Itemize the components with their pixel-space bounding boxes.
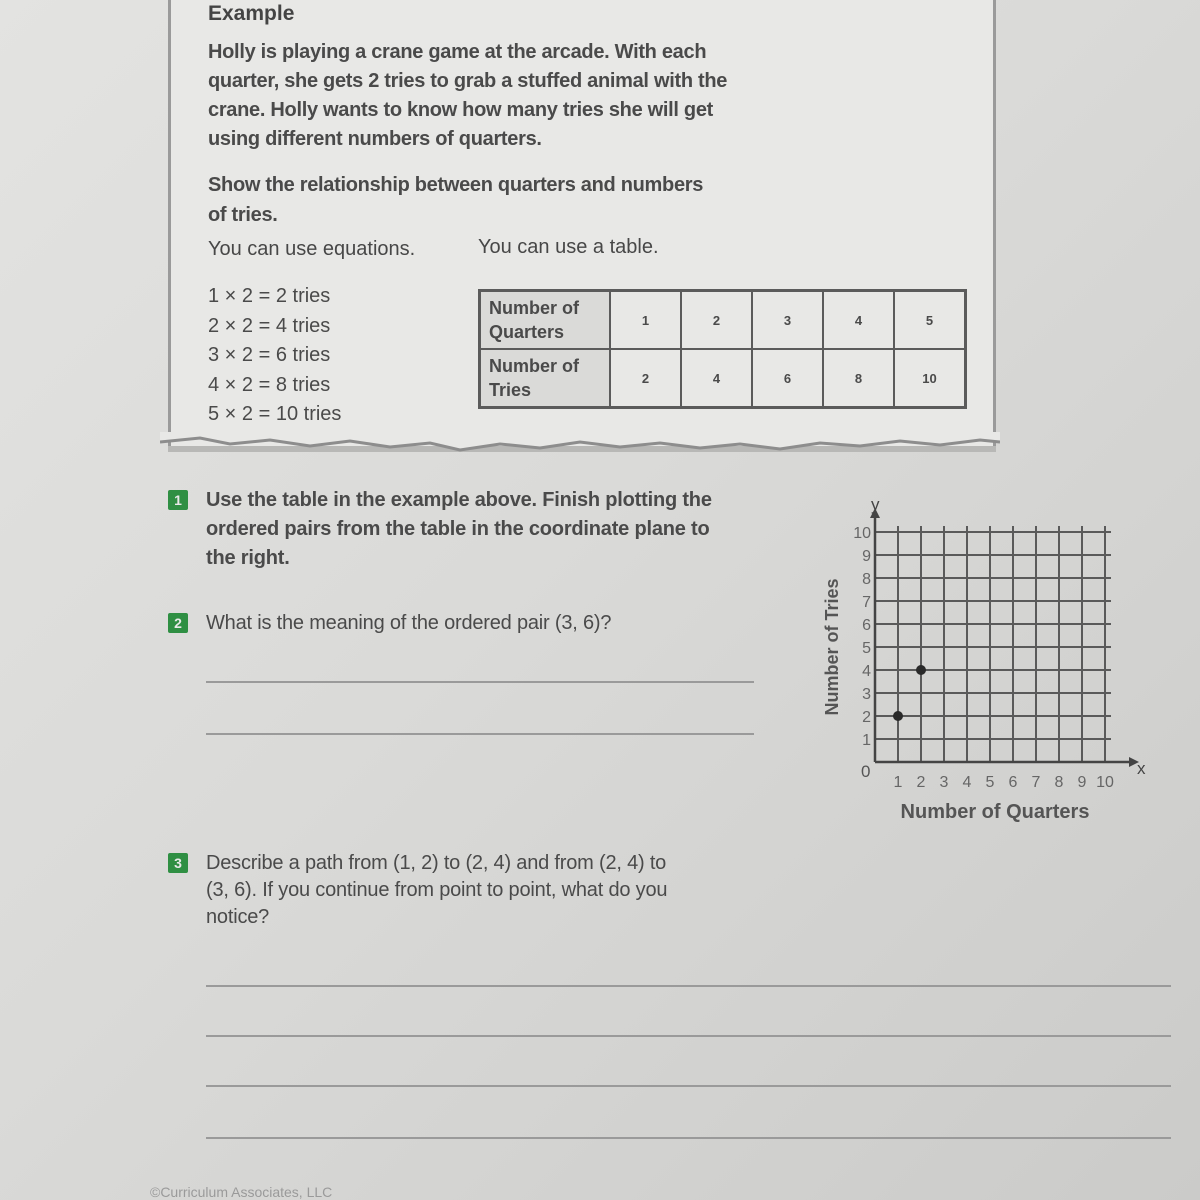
equation: 5 × 2 = 10 tries xyxy=(208,403,342,425)
coordinate-plane[interactable] xyxy=(810,480,1150,830)
x-tick-label: 3 xyxy=(939,774,949,791)
x-axis-letter: x xyxy=(1137,759,1146,778)
table-cell: 4 xyxy=(823,291,894,350)
question-2-text: What is the meaning of the ordered pair (3, 6)? xyxy=(206,612,612,634)
y-tick-label: 1 xyxy=(862,732,871,749)
y-tick-label: 5 xyxy=(862,640,871,657)
x-axis-title: Number of Quarters xyxy=(900,801,1090,823)
question-1-number: 1 xyxy=(168,490,188,510)
y-tick-label: 2 xyxy=(862,709,871,726)
x-tick-label: 4 xyxy=(962,774,972,791)
copyright-footer: ©Curriculum Associates, LLC xyxy=(150,1184,333,1200)
table-cell: 6 xyxy=(752,349,823,408)
example-text: Holly is playing a crane game at the arcade. With each quarter, she gets 2 tries to grab a stuffed animal with the crane. Holly wants to know how many tries she will get using different numbers of quarters. xyxy=(208,41,728,150)
x-tick-label: 9 xyxy=(1077,774,1087,791)
x-tick-label: 1 xyxy=(893,774,903,791)
equations-list xyxy=(208,282,341,430)
y-tick-label: 3 xyxy=(862,686,871,703)
y-tick-label: 8 xyxy=(862,571,871,588)
y-tick-label: 4 xyxy=(862,663,871,680)
equations-label: You can use equations. xyxy=(208,238,416,260)
example-prompt: Show the relationship between quarters and numbers of tries. xyxy=(208,174,704,226)
equation: 3 × 2 = 6 tries xyxy=(208,344,331,366)
x-tick-label: 5 xyxy=(985,774,995,791)
table-row xyxy=(480,349,966,408)
equation: 2 × 2 = 4 tries xyxy=(208,314,331,337)
table-row xyxy=(480,291,966,350)
equation: 1 × 2 = 2 tries xyxy=(208,285,331,307)
table-cell: 4 xyxy=(681,349,752,408)
answer-line[interactable] xyxy=(206,681,754,683)
table-cell: 8 xyxy=(823,349,894,408)
answer-line[interactable] xyxy=(206,1035,1171,1037)
x-tick-label: 7 xyxy=(1031,774,1041,791)
row-header: Number of Quarters xyxy=(480,291,611,350)
table-cell: 2 xyxy=(681,291,752,350)
table-cell: 2 xyxy=(610,349,681,408)
question-3-number: 3 xyxy=(168,853,188,873)
y-tick-label: 7 xyxy=(862,594,871,611)
y-tick-label: 6 xyxy=(862,617,871,634)
data-point xyxy=(893,711,903,721)
equation: 4 × 2 = 8 tries xyxy=(208,373,331,396)
x-tick-label: 8 xyxy=(1054,774,1064,791)
origin-label: 0 xyxy=(861,762,871,781)
table-cell: 10 xyxy=(894,349,966,408)
table-cell: 1 xyxy=(610,291,681,350)
y-axis-title: Number of Tries xyxy=(822,578,842,716)
example-title: Example xyxy=(208,2,295,25)
answer-line[interactable] xyxy=(206,985,1171,987)
y-tick-label: 9 xyxy=(862,548,871,565)
question-3-text: Describe a path from (1, 2) to (2, 4) and from (2, 4) to (3, 6). If you continue from point to point, what do you notice? xyxy=(206,852,668,928)
question-2-number: 2 xyxy=(168,613,188,633)
table-cell: 3 xyxy=(752,291,823,350)
x-tick-label: 2 xyxy=(916,774,926,791)
y-tick-label: 10 xyxy=(853,525,871,542)
data-point xyxy=(916,665,926,675)
table-cell: 5 xyxy=(894,291,966,350)
question-1-text: Use the table in the example above. Finish plotting the ordered pairs from the table in the coordinate plane to the right. xyxy=(206,489,712,569)
x-tick-label: 6 xyxy=(1008,774,1018,791)
answer-line[interactable] xyxy=(206,1137,1171,1139)
row-header: Number of Tries xyxy=(480,349,611,408)
x-tick-label: 10 xyxy=(1096,774,1114,791)
answer-line[interactable] xyxy=(206,1085,1171,1087)
table-label: You can use a table. xyxy=(478,236,659,258)
y-axis-letter: y xyxy=(871,495,880,514)
torn-edge xyxy=(160,432,1000,464)
answer-line[interactable] xyxy=(206,733,754,735)
quarters-tries-table xyxy=(478,289,967,409)
